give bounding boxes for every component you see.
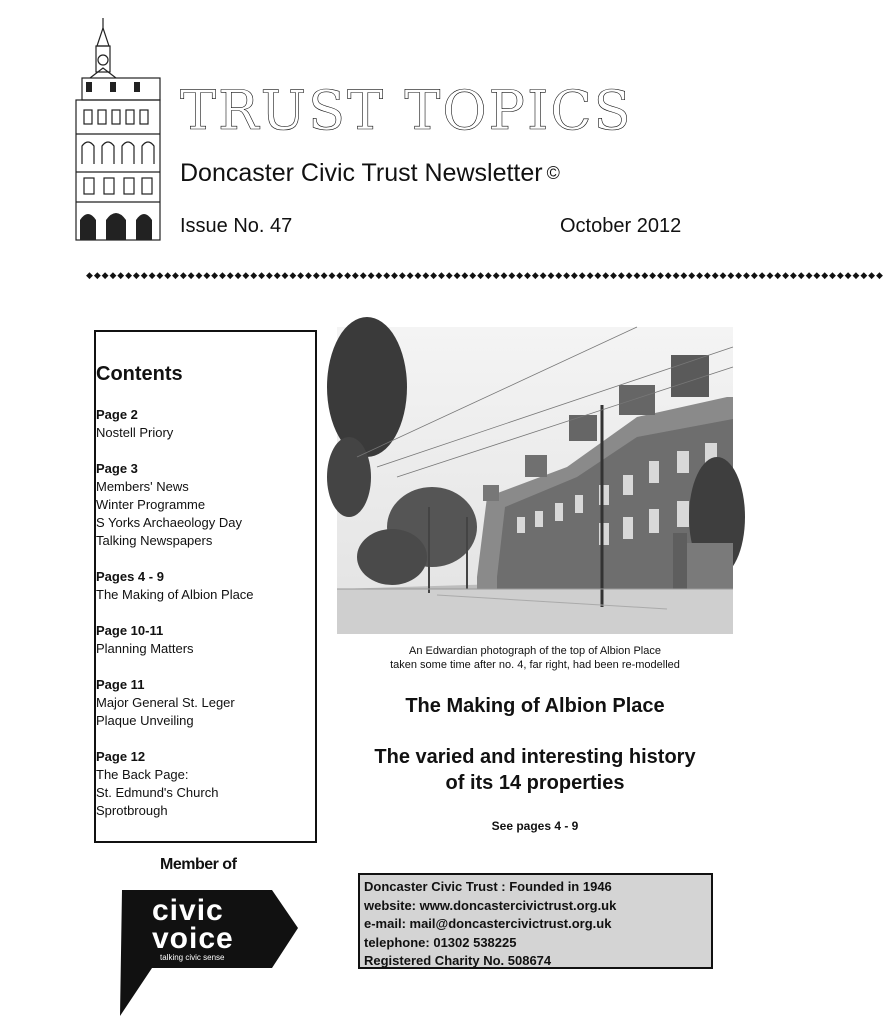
member-of-label: Member of	[160, 856, 237, 873]
contents-page-label: Page 2	[96, 407, 138, 422]
contents-item: St. Edmund's Church	[96, 785, 219, 800]
see-pages-note: See pages 4 - 9	[491, 819, 579, 833]
photo-caption	[337, 644, 733, 672]
contents-section	[96, 406, 173, 442]
issue-number: Issue No. 47	[180, 215, 293, 237]
contents-page-label: Page 3	[96, 461, 138, 476]
feature-headline: The Making of Albion Place	[405, 695, 665, 717]
building-illustration	[70, 16, 164, 242]
contents-item: Nostell Priory	[96, 425, 174, 440]
contents-section	[96, 460, 242, 550]
info-telephone: telephone: 01302 538225	[364, 934, 517, 950]
contents-item: Sprotbrough	[96, 803, 168, 818]
info-charity: Registered Charity No. 508674	[364, 953, 552, 968]
contents-page-label: Pages 4 - 9	[96, 569, 164, 584]
diamond-divider: ◆◆◆◆◆◆◆◆◆◆◆◆◆◆◆◆◆◆◆◆◆◆◆◆◆◆◆◆◆◆◆◆◆◆◆◆◆◆◆◆◆◆◆◆◆◆◆◆◆◆◆◆◆◆◆◆◆◆◆◆◆◆◆◆◆◆◆◆◆◆◆◆◆◆◆◆◆◆◆◆◆◆◆◆◆◆◆◆◆◆◆◆◆◆◆◆◆◆◆◆◆◆	[86, 270, 884, 280]
info-email[interactable]: e-mail: mail@doncastercivictrust.org.uk	[364, 916, 612, 931]
contents-item: Plaque Unveiling	[96, 713, 194, 728]
contents-page-label: Page 10-11	[96, 623, 164, 638]
contents-item: Planning Matters	[96, 641, 194, 656]
issue-date: October 2012	[560, 215, 682, 237]
copyright-symbol: ©	[546, 163, 560, 183]
contents-section	[96, 676, 235, 730]
contents-item: The Making of Albion Place	[96, 587, 254, 602]
contents-item: Major General St. Leger	[96, 695, 235, 710]
contents-item: Winter Programme	[96, 497, 206, 512]
contents-item: Talking Newspapers	[96, 533, 213, 548]
contents-page-label: Page 11	[96, 677, 145, 692]
logo-word-voice: voice	[152, 922, 234, 955]
logo-word-civic: civic	[152, 894, 224, 927]
contents-section	[96, 748, 218, 820]
civic-voice-logo	[112, 880, 302, 1020]
subhead-line: of its 14 properties	[445, 772, 625, 794]
contents-section	[96, 622, 194, 658]
subtitle-text: Doncaster Civic Trust Newsletter	[180, 159, 543, 187]
contents-section	[96, 568, 254, 604]
info-website[interactable]: website: www.doncastercivictrust.org.uk	[364, 897, 617, 913]
contents-page-label: Page 12	[96, 749, 146, 764]
info-founded: Doncaster Civic Trust : Founded in 1946	[364, 879, 612, 894]
contents-item: Members' News	[96, 479, 189, 494]
caption-line: An Edwardian photograph of the top of Albion Place	[409, 645, 661, 657]
trust-info-box	[358, 873, 713, 969]
masthead-subtitle	[180, 159, 560, 188]
feature-subhead	[337, 744, 733, 796]
masthead-title: TRUST TOPICS	[180, 79, 633, 142]
logo-tagline: talking civic sense	[160, 953, 225, 962]
subhead-line: The varied and interesting history	[374, 746, 696, 768]
caption-line: taken some time after no. 4, far right, had been re-modelled	[390, 659, 680, 671]
contents-item: S Yorks Archaeology Day	[96, 515, 242, 530]
contents-title: Contents	[96, 363, 183, 385]
contents-item: The Back Page:	[96, 767, 189, 782]
albion-place-photo	[337, 327, 733, 634]
